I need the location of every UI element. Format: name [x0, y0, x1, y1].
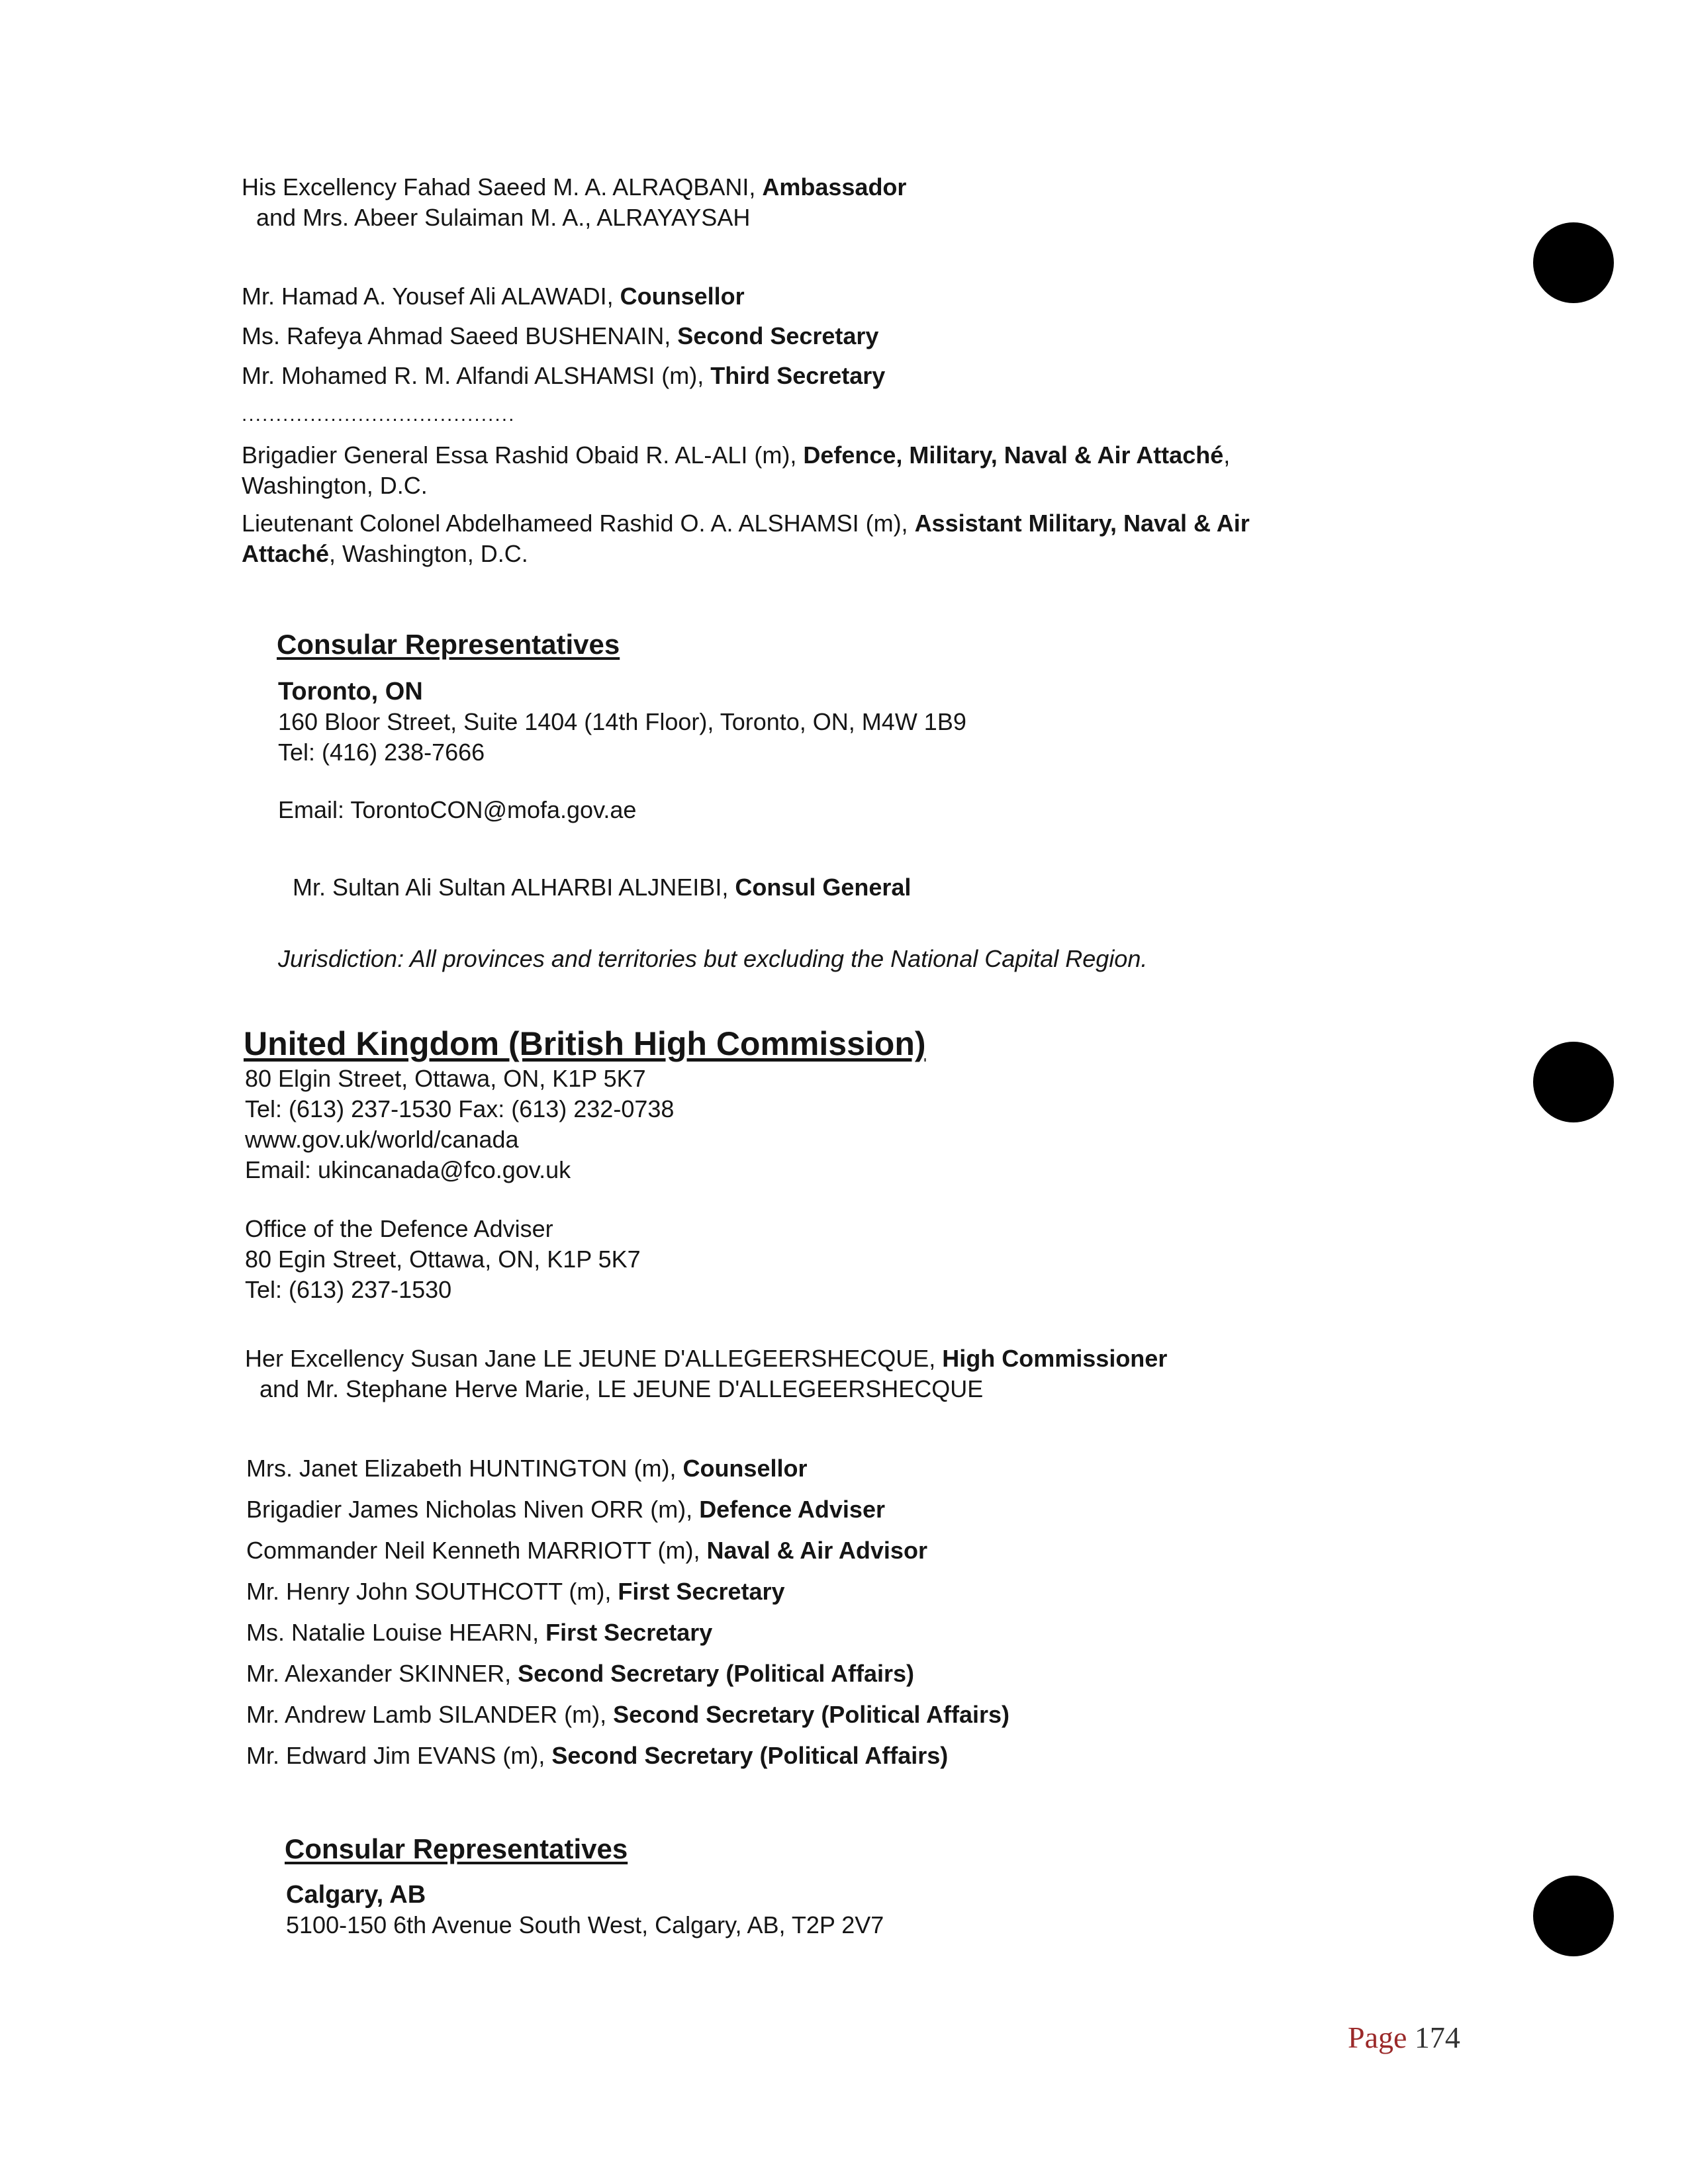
uae-attache-row [242, 440, 1230, 471]
high-commissioner-name: Her Excellency Susan Jane LE JEUNE D'ALLEGEERSHECQUE, [245, 1345, 943, 1372]
staff-name: Mr. Edward Jim EVANS (m), [246, 1742, 552, 1769]
uae-consular-tel: Tel: (416) 238-7666 [278, 739, 485, 766]
punch-hole-top [1533, 222, 1614, 303]
attache-name: Brigadier General Essa Rashid Obaid R. AL-ALI (m), [242, 441, 804, 469]
uk-consular-heading: Consular Representatives [285, 1833, 628, 1864]
attache-title: Defence, Military, Naval & Air Attaché [803, 441, 1224, 469]
uk-consular-city: Calgary, AB [286, 1881, 426, 1909]
staff-title: Counsellor [620, 283, 745, 310]
page-number-value: 174 [1414, 2021, 1460, 2054]
uae-consular-address: 160 Bloor Street, Suite 1404 (14th Floor), Toronto, ON, M4W 1B9 [278, 708, 966, 735]
page-number [1348, 2020, 1460, 2055]
uk-staff-row [246, 1453, 807, 1484]
attache-title: Assistant Military, Naval & Air [914, 510, 1250, 537]
staff-name: Mr. Alexander SKINNER, [246, 1660, 518, 1687]
staff-title: Defence Adviser [699, 1496, 885, 1523]
punch-hole-bottom [1533, 1876, 1614, 1956]
uk-defence-office-name: Office of the Defence Adviser [245, 1215, 553, 1242]
uae-attache-location: Washington, D.C. [242, 472, 428, 499]
uae-consular-email: Email: TorontoCON@mofa.gov.ae [278, 796, 637, 823]
attache-comma: , [1223, 441, 1231, 469]
staff-name: Mr. Andrew Lamb SILANDER (m), [246, 1701, 614, 1728]
uae-staff-row [242, 361, 885, 391]
staff-name: Mr. Hamad A. Yousef Ali ALAWADI, [242, 283, 620, 310]
staff-title: Counsellor [682, 1455, 808, 1482]
staff-name: Ms. Natalie Louise HEARN, [246, 1619, 546, 1646]
uk-contact-email: Email: ukincanada@fco.gov.uk [245, 1156, 571, 1183]
staff-title: Second Secretary (Political Affairs) [551, 1742, 949, 1769]
separator-dots: ........................................ [242, 404, 516, 426]
attache-name: Lieutenant Colonel Abdelhameed Rashid O. A. ALSHAMSI (m), [242, 510, 915, 537]
uk-staff-row [246, 1535, 927, 1566]
uk-staff-row [246, 1659, 914, 1689]
staff-title: Naval & Air Advisor [706, 1537, 927, 1564]
uk-staff-row [246, 1741, 948, 1771]
staff-name: Mrs. Janet Elizabeth HUNTINGTON (m), [246, 1455, 683, 1482]
uae-ambassador-title: Ambassador [762, 173, 907, 201]
uae-attache-row [242, 508, 1250, 539]
uk-staff-row [246, 1617, 712, 1648]
attache-title-cont: Attaché [242, 540, 330, 567]
uae-staff-row [242, 321, 878, 351]
staff-title: Second Secretary (Political Affairs) [613, 1701, 1010, 1728]
jurisdiction-text: All provinces and territories but excluding the National Capital Region. [404, 945, 1148, 972]
staff-name: Ms. Rafeya Ahmad Saeed BUSHENAIN, [242, 322, 678, 349]
uae-jurisdiction [278, 944, 1147, 974]
staff-title: First Secretary [545, 1619, 713, 1646]
uae-consul-general [293, 872, 911, 903]
staff-name: Brigadier James Nicholas Niven ORR (m), [246, 1496, 700, 1523]
uk-defence-office-tel: Tel: (613) 237-1530 [245, 1276, 452, 1303]
uae-ambassador [242, 172, 906, 203]
jurisdiction-label: Jurisdiction: [278, 945, 404, 972]
uk-staff-row [246, 1494, 885, 1525]
uk-consular-address: 5100-150 6th Avenue South West, Calgary, AB, T2P 2V7 [286, 1911, 884, 1938]
uk-staff-row [246, 1700, 1009, 1730]
uk-defence-office-address: 80 Egin Street, Ottawa, ON, K1P 5K7 [245, 1246, 641, 1273]
punch-hole-middle [1533, 1042, 1614, 1122]
staff-name: Mr. Mohamed R. M. Alfandi ALSHAMSI (m), [242, 362, 711, 389]
staff-title: Second Secretary [677, 322, 879, 349]
staff-title: Third Secretary [710, 362, 886, 389]
uk-heading: United Kingdom (British High Commission) [244, 1025, 926, 1062]
staff-name: Commander Neil Kenneth MARRIOTT (m), [246, 1537, 707, 1564]
high-commissioner-title: High Commissioner [942, 1345, 1168, 1372]
uk-high-commissioner-spouse: and Mr. Stephane Herve Marie, LE JEUNE D'ALLEGEERSHECQUE [259, 1375, 984, 1402]
uk-high-commissioner [245, 1343, 1167, 1374]
uk-contact-website: www.gov.uk/world/canada [245, 1126, 519, 1153]
uae-consular-heading: Consular Representatives [277, 629, 620, 660]
staff-title: Second Secretary (Political Affairs) [518, 1660, 915, 1687]
consul-title: Consul General [735, 874, 912, 901]
uae-attache-location [242, 539, 528, 569]
uae-ambassador-name: His Excellency Fahad Saeed M. A. ALRAQBANI, [242, 173, 763, 201]
staff-name: Mr. Henry John SOUTHCOTT (m), [246, 1578, 618, 1605]
consul-name: Mr. Sultan Ali Sultan ALHARBI ALJNEIBI, [293, 874, 735, 901]
uk-contact-phone: Tel: (613) 237-1530 Fax: (613) 232-0738 [245, 1095, 675, 1122]
page-word: Page [1348, 2021, 1407, 2054]
uk-contact-address: 80 Elgin Street, Ottawa, ON, K1P 5K7 [245, 1065, 646, 1092]
staff-title: First Secretary [618, 1578, 785, 1605]
uk-staff-row [246, 1576, 785, 1607]
uae-ambassador-spouse: and Mrs. Abeer Sulaiman M. A., ALRAYAYSAH [256, 204, 751, 231]
uae-staff-row [242, 281, 745, 312]
uae-consular-city: Toronto, ON [278, 678, 423, 705]
attache-location-text: , Washington, D.C. [329, 540, 528, 567]
